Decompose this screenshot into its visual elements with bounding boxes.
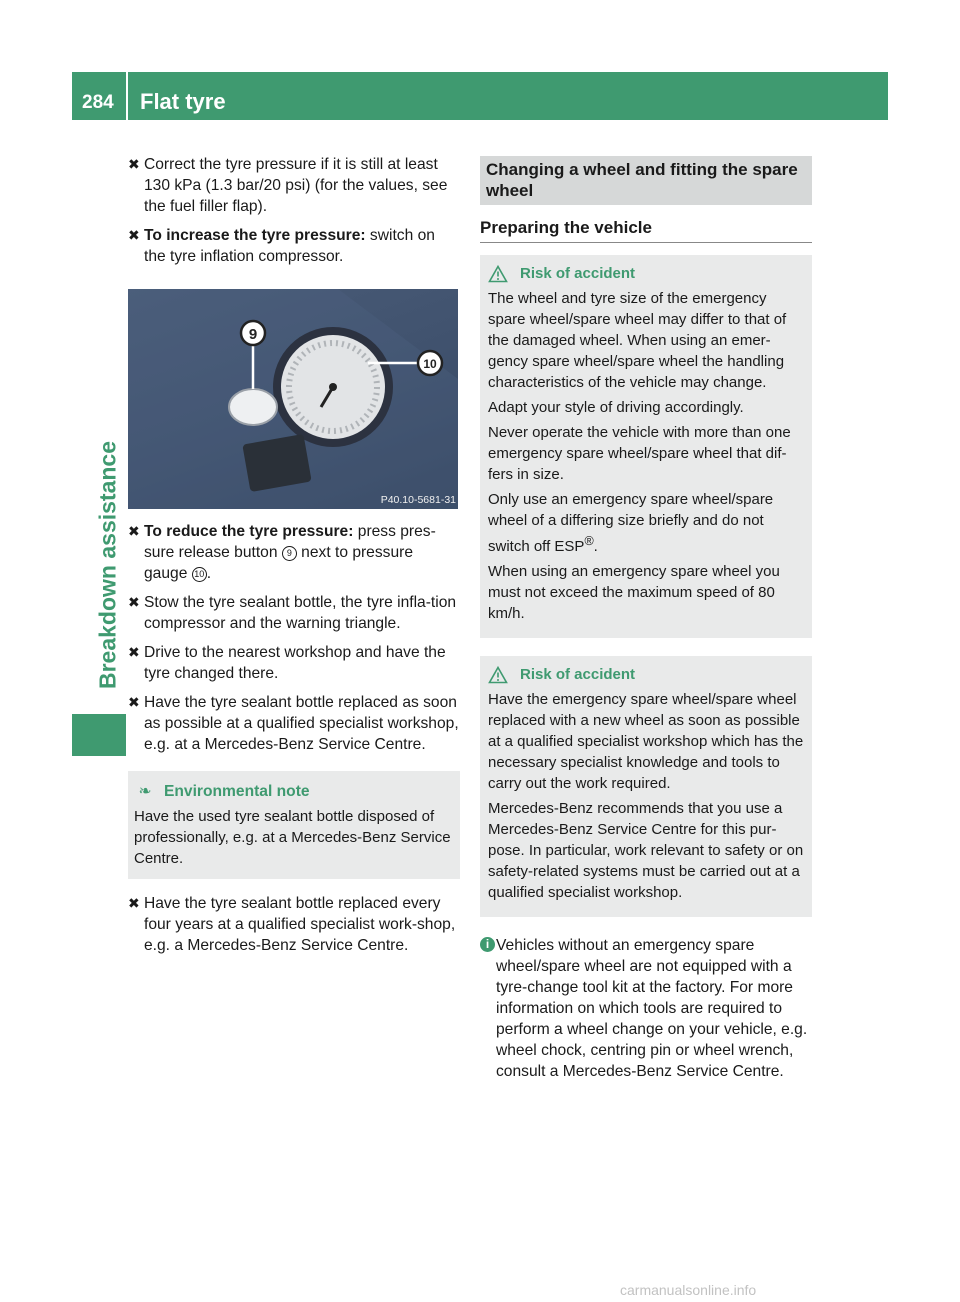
step-arrow-icon: ✖ <box>128 895 140 911</box>
step-text: press pres-sure release button <box>144 523 436 561</box>
warning-triangle-icon <box>488 265 508 283</box>
step-arrow-icon: ✖ <box>128 227 140 243</box>
info-icon: i <box>480 937 495 952</box>
environmental-note-title-text: Environmental note <box>164 783 310 800</box>
step-replace-every-four-years <box>128 893 460 956</box>
side-label <box>88 420 128 710</box>
step-increase-pressure <box>128 225 460 267</box>
ref-10-icon: 10 <box>192 567 207 582</box>
warning-triangle-icon <box>488 666 508 684</box>
warning-paragraph: Never operate the vehicle with more than one emergency spare wheel/spare wheel that dif-fers in size. <box>488 424 791 483</box>
gauge-hub <box>329 383 337 391</box>
warning-title-text: Risk of accident <box>520 265 636 282</box>
callout-9: 9 <box>248 326 258 343</box>
ref-9-icon: 9 <box>282 546 297 561</box>
warning-paragraph: Mercedes-Benz recommends that you use a Mercedes-Benz Service Centre for this pur-pose. In particular, work relevant to safety or on safety-related systems must be carried out at a qualified specialist workshop. <box>488 800 804 901</box>
step-bold: To reduce the tyre pressure: <box>144 523 354 540</box>
compressor-photo <box>128 289 458 509</box>
step-arrow-icon: ✖ <box>128 156 140 172</box>
step-arrow-icon: ✖ <box>128 594 140 610</box>
step-text: switch on the tyre inflation compressor. <box>144 227 435 265</box>
info-text: Vehicles without an emergency spare wheel/spare wheel are not equipped with a tyre-change tool kit at the factory. For more information on which tools are required to perform a wheel change on your vehicle, e.g. wheel chock, centring pin or wheel wrench, consult a Mercedes-Benz Service Centre. <box>496 937 808 1080</box>
step-arrow-icon: ✖ <box>128 694 140 710</box>
warning-text: . <box>593 538 598 555</box>
step-text: Stow the tyre sealant bottle, the tyre infla-tion compressor and the warning triangle. <box>144 594 457 632</box>
header-divider <box>126 72 128 120</box>
step-drive-to-workshop <box>128 642 460 684</box>
side-tab <box>72 714 126 756</box>
step-arrow-icon: ✖ <box>128 644 140 660</box>
release-button-graphic <box>229 389 277 425</box>
step-replace-bottle <box>128 692 460 755</box>
section-heading: Changing a wheel and fitting the spare wheel <box>480 156 812 205</box>
warning-box-2 <box>480 656 812 917</box>
environmental-note-text: Have the used tyre sealant bottle disposed of professionally, e.g. at a Mercedes-Benz Service Centre. <box>134 808 451 867</box>
warning-paragraph: Adapt your style of driving accordingly. <box>488 399 744 416</box>
environmental-note <box>128 771 460 879</box>
warning-title <box>488 664 806 685</box>
step-correct-pressure <box>128 154 460 217</box>
environmental-note-title <box>134 781 452 802</box>
warning-title-text: Risk of accident <box>520 666 636 683</box>
warning-paragraph: When using an emergency spare wheel you must not exceed the maximum speed of 80 km/h. <box>488 563 780 622</box>
right-column <box>480 156 812 1082</box>
step-arrow-icon: ✖ <box>128 523 140 539</box>
subsection-heading: Preparing the vehicle <box>480 205 812 243</box>
callout-10: 10 <box>423 357 437 371</box>
footer-watermark: carmanualsonline.info <box>620 1282 757 1298</box>
step-text: Have the tyre sealant bottle replaced every four years at a qualified specialist work-shop, e.g. a Mercedes-Benz Service Centre. <box>144 895 456 954</box>
step-text: Drive to the nearest workshop and have the tyre changed there. <box>144 644 446 682</box>
page-title: Flat tyre <box>140 89 226 114</box>
environment-icon: ❧ <box>138 783 152 800</box>
warning-paragraph <box>488 489 806 557</box>
step-reduce-pressure <box>128 521 460 584</box>
step-stow <box>128 592 460 634</box>
step-text: Correct the tyre pressure if it is still at least 130 kPa (1.3 bar/20 psi) (for the values, see the fuel filler flap). <box>144 156 448 215</box>
side-label-text: Breakdown assistance <box>94 440 121 690</box>
step-text: Have the tyre sealant bottle replaced as soon as possible at a qualified specialist workshop, e.g. at a Mercedes-Benz Service Centre. <box>144 694 459 753</box>
step-text: next to pressure gauge <box>144 544 413 582</box>
registered-mark: ® <box>584 534 594 548</box>
image-code: P40.10-5681-31 <box>380 494 456 506</box>
step-bold: To increase the tyre pressure: <box>144 227 366 244</box>
warning-paragraph: The wheel and tyre size of the emergency spare wheel/spare wheel may differ to that of the damaged wheel. When using an emer-gency spare wheel/spare wheel the handling characteristics of the vehicle may change. <box>488 290 787 391</box>
left-column <box>128 154 460 964</box>
compressor-illustration <box>128 289 458 509</box>
warning-title <box>488 263 806 284</box>
warning-paragraph: Have the emergency spare wheel/spare wheel replaced with a new wheel as soon as possible at a qualified specialist workshop which has the necessary specialist knowledge and tools to carry out the work required. <box>488 691 804 792</box>
warning-box-1 <box>480 255 812 638</box>
info-note <box>480 935 812 1082</box>
page-number: 284 <box>82 92 114 113</box>
warning-text: Only use an emergency spare wheel/spare wheel of a differing size briefly and do not switch off ESP <box>488 491 774 555</box>
step-text: . <box>206 565 212 582</box>
